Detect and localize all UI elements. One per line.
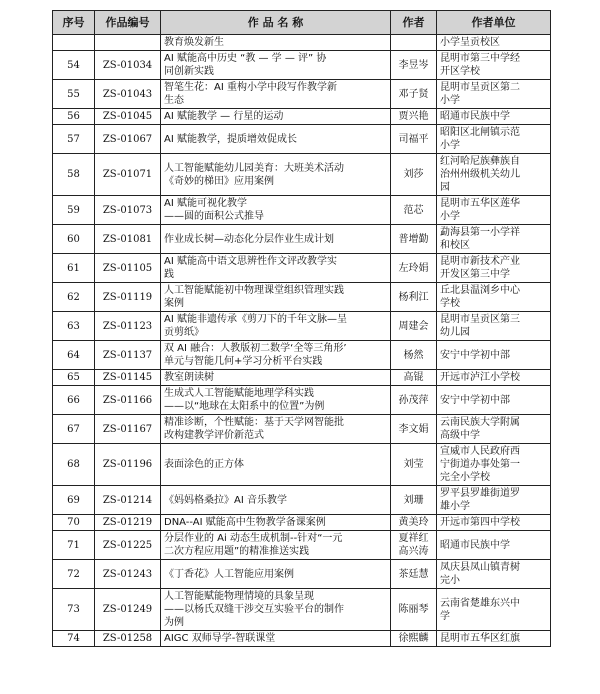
header-id: 作品编号 (95, 11, 161, 35)
table-row (53, 51, 551, 80)
work-title: 分层作业的 Ai 动态生成机制--针对“一元 二次方程应用题”的精准推送实践 (161, 531, 391, 560)
author-name: 司福平 (391, 125, 437, 154)
author-unit: 红河哈尼族彝族自 治州州级机关幼儿 园 (437, 154, 551, 196)
row-number: 60 (53, 225, 95, 254)
row-number: 61 (53, 254, 95, 283)
table-row (53, 560, 551, 589)
work-id: ZS-01167 (95, 415, 161, 444)
row-number: 54 (53, 51, 95, 80)
table-row (53, 254, 551, 283)
table-row (53, 80, 551, 109)
row-number: 55 (53, 80, 95, 109)
author-name: 贾兴艳 (391, 109, 437, 125)
row-number: 56 (53, 109, 95, 125)
author-name: 李文娟 (391, 415, 437, 444)
author-unit: 开远市泸江小学校 (437, 370, 551, 386)
table-container (52, 10, 551, 647)
author-name: 刘珊 (391, 486, 437, 515)
author-unit: 开远市第四中学校 (437, 515, 551, 531)
author-unit: 丘北县温浏乡中心 学校 (437, 283, 551, 312)
work-title: AI 赋能高中历史 “教 — 学 — 评” 协 同创新实践 (161, 51, 391, 80)
author-name: 杨然 (391, 341, 437, 370)
work-id (95, 35, 161, 51)
header-unit: 作者单位 (437, 11, 551, 35)
work-title: 《丁香花》人工智能应用案例 (161, 560, 391, 589)
row-number: 63 (53, 312, 95, 341)
work-id: ZS-01166 (95, 386, 161, 415)
work-title: 作业成长树—动态化分层作业生成计划 (161, 225, 391, 254)
author-name: 杨利江 (391, 283, 437, 312)
work-id: ZS-01071 (95, 154, 161, 196)
table-row (53, 486, 551, 515)
author-name: 李昱岑 (391, 51, 437, 80)
author-unit: 昆明市呈贡区第二 小学 (437, 80, 551, 109)
table-row (53, 415, 551, 444)
work-id: ZS-01081 (95, 225, 161, 254)
author-unit: 安宁中学初中部 (437, 341, 551, 370)
table-row (53, 225, 551, 254)
work-id: ZS-01073 (95, 196, 161, 225)
work-id: ZS-01045 (95, 109, 161, 125)
work-title: 《妈妈格桑拉》AI 音乐教学 (161, 486, 391, 515)
work-title: AI 赋能教学 — 行星的运动 (161, 109, 391, 125)
row-number: 57 (53, 125, 95, 154)
work-id: ZS-01043 (95, 80, 161, 109)
work-title: AI 赋能非遗传承《剪刀下的千年文脉—呈 贡剪纸》 (161, 312, 391, 341)
work-id: ZS-01145 (95, 370, 161, 386)
work-title: 人工智能赋能初中物理课堂组织管理实践 案例 (161, 283, 391, 312)
table-row (53, 515, 551, 531)
work-title: AI 赋能教学，提质增效促成长 (161, 125, 391, 154)
table-row (53, 341, 551, 370)
work-id: ZS-01196 (95, 444, 161, 486)
author-name: 普增勤 (391, 225, 437, 254)
author-name (391, 35, 437, 51)
author-unit: 凤庆县凤山镇青树 完小 (437, 560, 551, 589)
work-title: 双 AI 融合：人教版初二数学‘全等三角形’ 单元与智能几何+学习分析平台实践 (161, 341, 391, 370)
work-id: ZS-01225 (95, 531, 161, 560)
row-number: 65 (53, 370, 95, 386)
row-number: 72 (53, 560, 95, 589)
author-unit: 昭通市民族中学 (437, 531, 551, 560)
work-id: ZS-01249 (95, 589, 161, 631)
header-row (53, 11, 551, 35)
author-unit: 昆明市呈贡区第三 幼儿园 (437, 312, 551, 341)
table-row (53, 531, 551, 560)
work-id: ZS-01123 (95, 312, 161, 341)
table-row (53, 589, 551, 631)
work-title: 教室朗读树 (161, 370, 391, 386)
row-number: 70 (53, 515, 95, 531)
work-id: ZS-01034 (95, 51, 161, 80)
table-row (53, 370, 551, 386)
header-no: 序号 (53, 11, 95, 35)
work-title: 生成式人工智能赋能地理学科实践 ——以“地球在太阳系中的位置”为例 (161, 386, 391, 415)
table-row (53, 109, 551, 125)
header-title: 作 品 名 称 (161, 11, 391, 35)
author-unit: 昆明市第三中学经 开区学校 (437, 51, 551, 80)
row-number: 71 (53, 531, 95, 560)
work-title: 人工智能赋能物理情境的具象呈现 ——以杨氏双缝干涉交互实验平台的制作 为例 (161, 589, 391, 631)
author-name: 茶廷慧 (391, 560, 437, 589)
work-id: ZS-01243 (95, 560, 161, 589)
row-number: 73 (53, 589, 95, 631)
author-unit: 宣威市人民政府西 宁街道办事处第一 完全小学校 (437, 444, 551, 486)
author-name: 夏祥红 高兴涛 (391, 531, 437, 560)
author-unit: 小学呈贡校区 (437, 35, 551, 51)
works-table (52, 10, 551, 647)
work-title: AI 赋能可视化教学 ——圆的面积公式推导 (161, 196, 391, 225)
work-title: 教育焕发新生 (161, 35, 391, 51)
author-name: 刘莹 (391, 444, 437, 486)
author-name: 陈丽琴 (391, 589, 437, 631)
author-unit: 云南民族大学附属 高级中学 (437, 415, 551, 444)
row-number: 62 (53, 283, 95, 312)
author-name: 左玲娟 (391, 254, 437, 283)
author-name: 孙茂萍 (391, 386, 437, 415)
work-id: ZS-01105 (95, 254, 161, 283)
author-unit: 安宁中学初中部 (437, 386, 551, 415)
author-unit: 昭阳区北闸镇示范 小学 (437, 125, 551, 154)
author-name: 刘莎 (391, 154, 437, 196)
header-author: 作者 (391, 11, 437, 35)
table-row (53, 444, 551, 486)
row-number: 66 (53, 386, 95, 415)
table-row (53, 35, 551, 51)
author-unit: 罗平县罗雄街道罗 雄小学 (437, 486, 551, 515)
work-title: DNA--AI 赋能高中生物教学备课案例 (161, 515, 391, 531)
table-row (53, 386, 551, 415)
table-row (53, 631, 551, 647)
work-id: ZS-01137 (95, 341, 161, 370)
author-name: 徐熙麟 (391, 631, 437, 647)
work-title: 表面涂色的正方体 (161, 444, 391, 486)
work-title: 智笔生花：AI 重构小学中段写作教学新 生态 (161, 80, 391, 109)
row-number: 68 (53, 444, 95, 486)
author-name: 范芯 (391, 196, 437, 225)
row-number: 64 (53, 341, 95, 370)
author-unit: 昭通市民族中学 (437, 109, 551, 125)
author-name: 邓子贤 (391, 80, 437, 109)
table-row (53, 154, 551, 196)
row-number: 74 (53, 631, 95, 647)
row-number: 69 (53, 486, 95, 515)
work-title: AIGC 双师导学-智联课堂 (161, 631, 391, 647)
work-id: ZS-01119 (95, 283, 161, 312)
work-title: 人工智能赋能幼儿园美育：大班美术活动 《奇妙的梯田》应用案例 (161, 154, 391, 196)
author-unit: 勐海县第一小学祥 和校区 (437, 225, 551, 254)
work-id: ZS-01067 (95, 125, 161, 154)
work-title: 精准诊断，个性赋能：基于天学网智能批 改构建教学评价新范式 (161, 415, 391, 444)
author-name: 高锟 (391, 370, 437, 386)
table-row (53, 196, 551, 225)
author-unit: 昆明市新技术产业 开发区第三中学 (437, 254, 551, 283)
work-id: ZS-01214 (95, 486, 161, 515)
table-row (53, 125, 551, 154)
work-title: AI 赋能高中语文思辨性作文评改教学实 践 (161, 254, 391, 283)
author-unit: 云南省楚雄东兴中 学 (437, 589, 551, 631)
row-number: 59 (53, 196, 95, 225)
work-id: ZS-01258 (95, 631, 161, 647)
author-name: 黄美玲 (391, 515, 437, 531)
row-number: 67 (53, 415, 95, 444)
author-unit: 昆明市五华区红旗 (437, 631, 551, 647)
work-id: ZS-01219 (95, 515, 161, 531)
row-number: 58 (53, 154, 95, 196)
author-name: 周建会 (391, 312, 437, 341)
table-row (53, 312, 551, 341)
author-unit: 昆明市五华区莲华 小学 (437, 196, 551, 225)
row-number (53, 35, 95, 51)
table-row (53, 283, 551, 312)
